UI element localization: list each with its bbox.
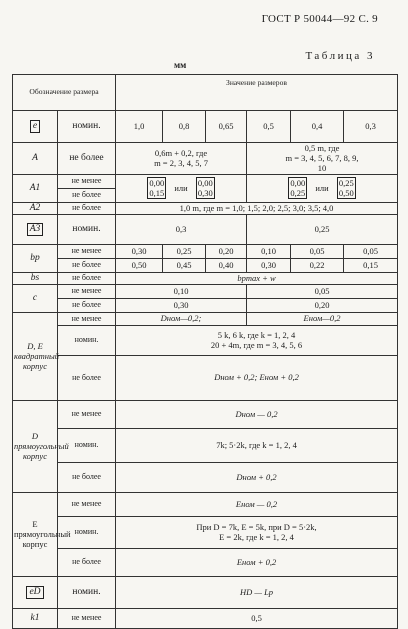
row-a3-type: номин.	[58, 214, 116, 244]
row-bp-max-value: 0,22	[291, 258, 344, 272]
row-e-value: 1,0	[116, 111, 163, 143]
row-de-type-max: не более	[58, 355, 116, 400]
row-bs-symbol: bs	[13, 272, 58, 284]
row-d-type-min: не менее	[58, 400, 116, 428]
row-e-value: 0,3	[344, 111, 398, 143]
table-title: Таблица 3	[305, 50, 375, 62]
row-a1-left: 0,00 0,15 или 0,00 0,30	[116, 174, 247, 202]
row-d-max-value: Dном + 0,2	[116, 462, 398, 492]
row-de-max-value: Dном + 0,2; Eном + 0,2	[116, 355, 398, 400]
header-designation: Обозначение размера	[13, 75, 116, 111]
row-k1-symbol: k1	[13, 608, 58, 628]
row-d-nom-value: 7k; 5·2k, где k = 1, 2, 4	[116, 428, 398, 462]
row-c-min-left: 0,10	[116, 284, 247, 298]
row-a2-type: не более	[58, 202, 116, 214]
row-e-rect-type-nom: номин.	[58, 516, 116, 548]
row-a3-right: 0,25	[247, 214, 398, 244]
row-d-type-max: не более	[58, 462, 116, 492]
row-bp-min-value: 0,25	[163, 244, 206, 258]
row-bp-max-value: 0,15	[344, 258, 398, 272]
units-label: мм	[174, 60, 187, 70]
row-a3-symbol: A3	[13, 214, 58, 244]
row-ed-type: номин.	[58, 576, 116, 608]
row-e-rect-max-value: Eном + 0,2	[116, 548, 398, 576]
row-bp-max-value: 0,40	[206, 258, 247, 272]
row-d-symbol: D прямоугольный корпус	[13, 400, 58, 492]
row-a3-left: 0,3	[116, 214, 247, 244]
row-c-min-right: 0,05	[247, 284, 398, 298]
row-ed-symbol: eD	[13, 576, 58, 608]
row-e-type: номин.	[58, 111, 116, 143]
row-de-min-right: Eном—0,2	[247, 312, 398, 325]
row-bp-min-value: 0,30	[116, 244, 163, 258]
row-bp-min-value: 0,20	[206, 244, 247, 258]
row-bp-type-max: не более	[58, 258, 116, 272]
row-e-value: 0,5	[247, 111, 291, 143]
row-bp-max-value: 0,45	[163, 258, 206, 272]
row-e-value: 0,65	[206, 111, 247, 143]
header-value: Значение размеров	[116, 75, 398, 111]
dimensions-table	[12, 74, 398, 629]
row-a-type: не более	[58, 143, 116, 175]
row-e-rect-nom-value: При D = 7k, E = 5k, при D = 5·2k, E = 2k, где k = 1, 2, 4	[116, 516, 398, 548]
row-bs-type: не более	[58, 272, 116, 284]
row-bp-min-value: 0,05	[344, 244, 398, 258]
row-bs-value: bpmax + w	[116, 272, 398, 284]
row-bp-type-min: не менее	[58, 244, 116, 258]
row-a2-symbol: A2	[13, 202, 58, 214]
row-k1-type: не менее	[58, 608, 116, 628]
row-a1-right: 0,00 0,25 или 0,25 0,50	[247, 174, 398, 202]
row-de-type-min: не менее	[58, 312, 116, 325]
row-a1-type-min: не менее	[58, 174, 116, 188]
row-d-type-nom: номин.	[58, 428, 116, 462]
row-bp-symbol: bp	[13, 244, 58, 272]
row-de-symbol: D, E квадратный корпус	[13, 312, 58, 400]
row-bp-min-value: 0,05	[291, 244, 344, 258]
row-a-right: 0,5 m, где m = 3, 4, 5, 6, 7, 8, 9, 10	[247, 143, 398, 175]
row-e-rect-type-min: не менее	[58, 492, 116, 516]
row-a2-value: 1,0 m, где m = 1,0; 1,5; 2,0; 2,5; 3,0; 3,5; 4,0	[116, 202, 398, 214]
row-a-left: 0,6m + 0,2, где m = 2, 3, 4, 5, 7	[116, 143, 247, 175]
row-bp-max-value: 0,50	[116, 258, 163, 272]
row-e-value: 0,4	[291, 111, 344, 143]
row-c-max-right: 0,20	[247, 298, 398, 312]
row-a1-type-max: не более	[58, 188, 116, 202]
row-c-symbol: c	[13, 284, 58, 312]
row-c-type-min: не менее	[58, 284, 116, 298]
row-bp-max-value: 0,30	[247, 258, 291, 272]
row-a1-symbol: A1	[13, 174, 58, 202]
row-de-min-left: Dном—0,2;	[116, 312, 247, 325]
row-de-type-nom: номин.	[58, 325, 116, 355]
row-e-symbol: e	[13, 111, 58, 143]
row-c-type-max: не более	[58, 298, 116, 312]
row-e-rect-type-max: не более	[58, 548, 116, 576]
row-ed-value: HD — Lp	[116, 576, 398, 608]
row-de-nom-value: 5 k, 6 k, где k = 1, 2, 4 20 + 4m, где m = 3, 4, 5, 6	[116, 325, 398, 355]
row-c-max-left: 0,30	[116, 298, 247, 312]
row-k1-value: 0,5	[116, 608, 398, 628]
page-header: ГОСТ Р 50044—92 С. 9	[261, 13, 378, 25]
row-e-rect-min-value: Eном — 0,2	[116, 492, 398, 516]
row-e-rect-symbol: E прямоугольный корпус	[13, 492, 58, 576]
row-d-min-value: Dном — 0,2	[116, 400, 398, 428]
row-e-value: 0,8	[163, 111, 206, 143]
row-a-symbol: A	[13, 143, 58, 175]
row-bp-min-value: 0,10	[247, 244, 291, 258]
